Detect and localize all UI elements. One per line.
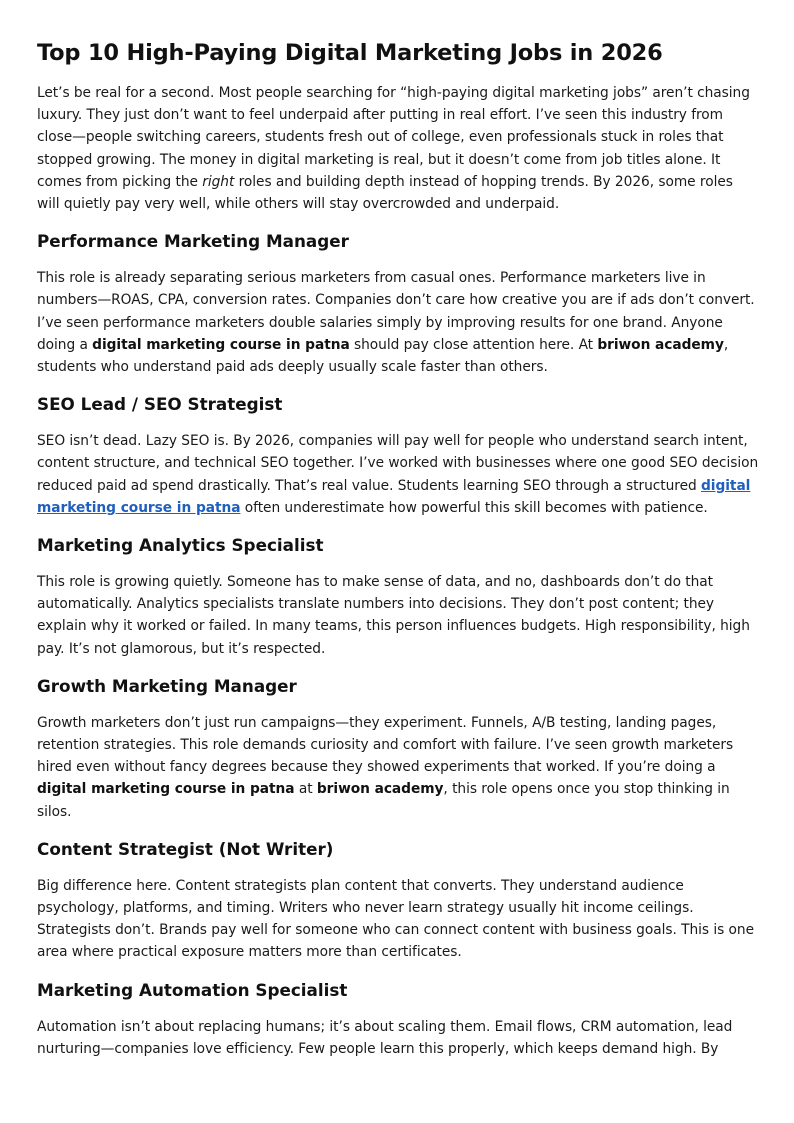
text: Growth marketers don’t just run campaigns—they experiment. Funnels, A/B testing, landing pages, retention strategies. This role demands curiosity and comfort with failure. I’ve seen growth marketers hired even without fancy degrees because they showed experiments that worked. If you’re doing a bbox=[37, 714, 734, 776]
text: at bbox=[294, 781, 317, 798]
paragraph-marketing-automation-specialist: Automation isn’t about replacing humans; it’s about scaling them. Email flows, CRM automation, lead nurturing—companies love efficiency. Few people learn this properly, which keeps demand high. By bbox=[37, 1018, 733, 1057]
intro-text-2: roles and building depth instead of hopping trends. By 2026, some roles will quietly pay very well, while others will stay overcrowded and underpaid. bbox=[37, 173, 733, 213]
heading-marketing-analytics-specialist: Marketing Analytics Specialist bbox=[37, 535, 324, 556]
bold-academy-name: briwon academy bbox=[316, 781, 444, 798]
bold-course-name: digital marketing course in patna bbox=[92, 336, 350, 353]
intro-paragraph bbox=[37, 82, 759, 215]
text: , this role opens once you stop thinking in silos. bbox=[37, 781, 730, 820]
bold-academy-name: briwon academy bbox=[597, 336, 724, 353]
text: , students who understand paid ads deeply usually scale faster than others. bbox=[37, 336, 729, 376]
paragraph-seo-lead bbox=[37, 430, 759, 519]
intro-text-1: Let’s be real for a second. Most people searching for “high-paying digital marketing jobs” aren’t chasing luxury. They just don’t want to feel underpaid after putting in real effort. I’ve seen this industry from close—people switching careers, students fresh out of college, even professionals stuck in roles that stopped growing. The money in digital marketing is real, but it doesn’t come from job titles alone. It comes from picking the bbox=[37, 85, 750, 190]
text: often underestimate how powerful this skill becomes with patience. bbox=[240, 499, 708, 516]
paragraph-content-strategist: Big difference here. Content strategists plan content that converts. They understand audience psychology, platforms, and timing. Writers who never learn strategy usually hit income ceilings. Strategists don’t. Brands pay well for someone who can connect content with business goals. This is one area where practical exposure matters more than certificates. bbox=[37, 877, 754, 961]
intro-emphasis: right bbox=[202, 173, 235, 190]
page-title: Top 10 High-Paying Digital Marketing Jobs in 2026 bbox=[37, 40, 663, 66]
text: SEO isn’t dead. Lazy SEO is. By 2026, companies will pay well for people who understand search intent, content structure, and technical SEO together. I’ve worked with businesses where one good SEO decision reduced paid ad spend drastically. That’s real value. Students learning SEO through a structured bbox=[37, 433, 759, 494]
heading-marketing-automation-specialist: Marketing Automation Specialist bbox=[37, 979, 348, 1000]
heading-content-strategist: Content Strategist (Not Writer) bbox=[37, 838, 334, 859]
paragraph-growth-marketing-manager bbox=[37, 712, 759, 823]
text: should pay close attention here. At bbox=[349, 336, 598, 353]
course-link[interactable]: digital marketing course in patna bbox=[37, 477, 751, 516]
text: This role is already separating serious marketers from casual ones. Performance marketers live in numbers—ROAS, CPA, conversion rates. Companies don’t care how creative you are if ads don’t convert. I’ve seen performance marketers double salaries simply by improving results for one brand. Anyone doing a bbox=[37, 270, 755, 353]
paragraph-performance-marketing-manager bbox=[37, 267, 759, 378]
article bbox=[37, 36, 759, 1060]
heading-performance-marketing-manager: Performance Marketing Manager bbox=[37, 231, 349, 252]
heading-seo-lead: SEO Lead / SEO Strategist bbox=[37, 394, 283, 415]
bold-course-name: digital marketing course in patna bbox=[37, 781, 295, 798]
heading-growth-marketing-manager: Growth Marketing Manager bbox=[37, 675, 297, 696]
paragraph-marketing-analytics-specialist: This role is growing quietly. Someone has to make sense of data, and no, dashboards don’t do that automatically. Analytics specialists translate numbers into decisions. They don’t post content; they explain why it worked or failed. In many teams, this person influences budgets. High responsibility, high pay. It’s not glamorous, but it’s respected. bbox=[37, 574, 750, 657]
